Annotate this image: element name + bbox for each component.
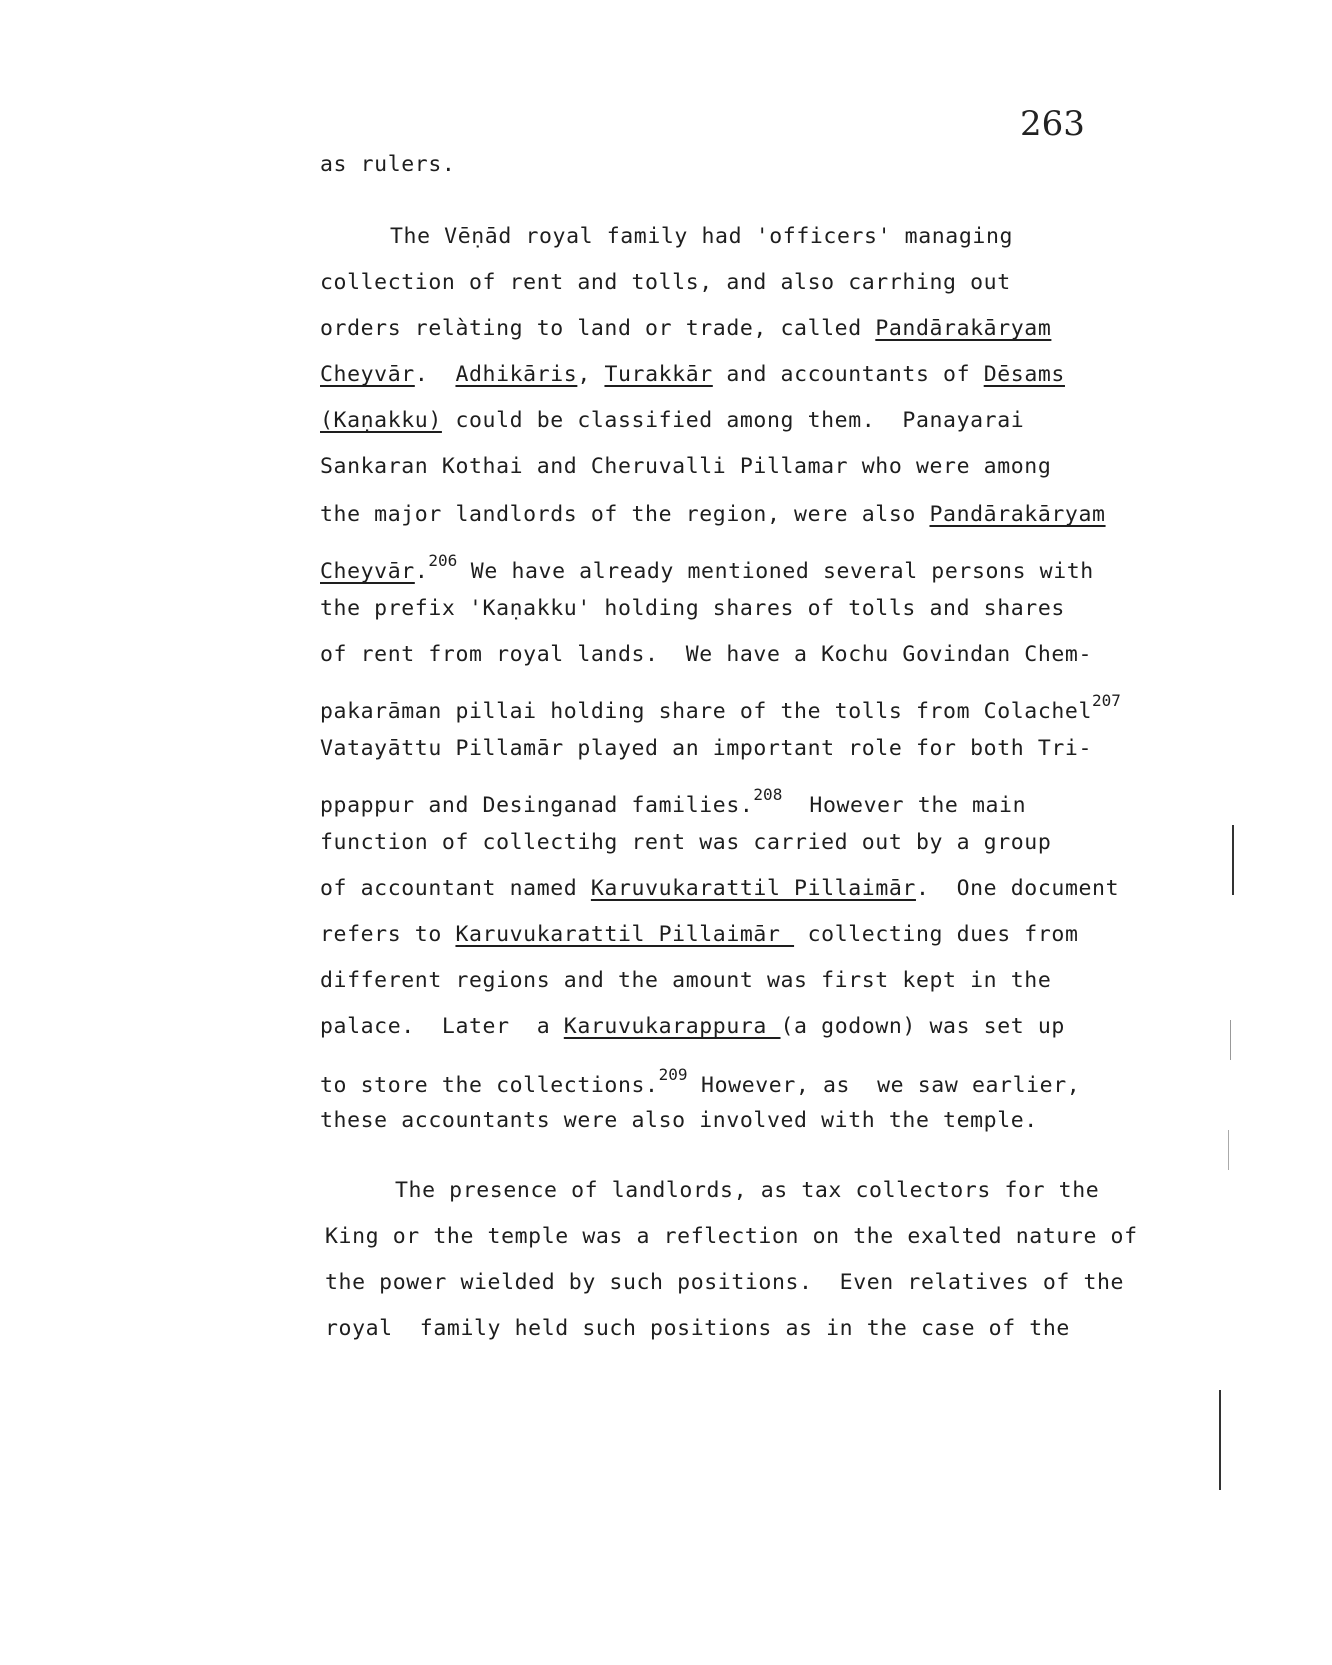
text-line: The presence of landlords, as tax collectors for the [395,1178,1100,1203]
text-line: the prefix 'Kaṇakku' holding shares of tolls and shares [320,596,1065,621]
text-run: (a godown) was set up [780,1014,1065,1039]
underlined-term: Pandārakāryam [875,316,1052,341]
underlined-term: Karuvukarattil Pillaimār [455,922,795,947]
text-line: King or the temple was a reflection on the exalted nature of [325,1224,1138,1249]
text-run: of accountant named [320,876,591,901]
footnote-marker: 209 [658,1065,688,1084]
text-line: collection of rent and tolls, and also carrhing out [320,270,1011,295]
text-line: Vatayāttu Pillamār played an important role for both Tri- [320,736,1093,761]
underlined-term: (Kaṇakku) [320,408,442,433]
text-line: of rent from royal lands. We have a Kochu Govindan Chem- [320,642,1093,667]
text-run: However the main [782,793,1027,818]
text-run: . [414,559,429,584]
text-line [320,780,1026,821]
text-line: as rulers. [320,152,456,177]
text-line [320,1012,1065,1042]
underlined-term: Dēsams [983,362,1065,387]
text-run: to store the collections. [320,1073,659,1098]
underlined-term: Turakkār [604,362,713,387]
text-line [320,686,1121,727]
text-run: pakarāman pillai holding share of the tolls from Colachel [320,699,1093,724]
text-line [320,1060,1080,1101]
text-line: Sankaran Kothai and Cheruvalli Pillamar who were among [320,454,1052,479]
text-line: The Vēṇād royal family had 'officers' managing [390,224,1014,249]
text-line: function of collectihg rent was carried out by a group [320,830,1052,855]
scan-margin-mark [1228,1130,1229,1170]
text-run: ppappur and Desinganad families. [320,793,754,818]
text-line [320,920,1079,950]
text-run: the major landlords of the region, were also [320,502,930,527]
text-line [320,314,1051,344]
underlined-term: Cheyvār [320,559,415,584]
footnote-marker: 207 [1092,691,1121,710]
text-line: these accountants were also involved with the temple. [320,1108,1038,1133]
footnote-marker: 206 [428,551,458,570]
underlined-term: Karuvukarappura [563,1014,781,1039]
text-run: We have already mentioned several persons with [457,559,1094,584]
scan-margin-mark [1232,825,1234,895]
text-run: collecting dues from [794,922,1079,947]
text-line [320,360,1065,390]
text-line [320,874,1119,904]
scan-margin-mark [1230,1020,1231,1060]
text-line: the power wielded by such positions. Even relatives of the [325,1270,1125,1295]
text-line: different regions and the amount was first kept in the [320,968,1052,993]
text-line [320,546,1094,587]
underlined-term: Cheyvār [320,362,415,387]
text-run: could be classified among them. Panayarai [441,408,1025,433]
footnote-marker: 208 [753,785,783,804]
page-number: 263 [1020,104,1085,144]
text-line: royal family held such positions as in the case of the [325,1316,1070,1341]
text-line [320,406,1024,436]
text-run: , [577,362,605,387]
text-run: However, as we saw earlier, [687,1073,1081,1098]
underlined-term: Adhikāris [455,362,578,387]
text-line [320,500,1106,530]
text-run: . [414,362,456,387]
text-run: . One document [915,876,1120,901]
underlined-term: Pandārakāryam [929,502,1106,527]
text-run: palace. Later a [320,1014,564,1039]
text-run: orders relàting to land or trade, called [320,316,876,341]
underlined-term: Karuvukarattil Pillaimār [590,876,916,901]
text-run: and accountants of [712,362,984,387]
scan-margin-mark [1219,1390,1221,1490]
text-run: refers to [320,922,456,947]
